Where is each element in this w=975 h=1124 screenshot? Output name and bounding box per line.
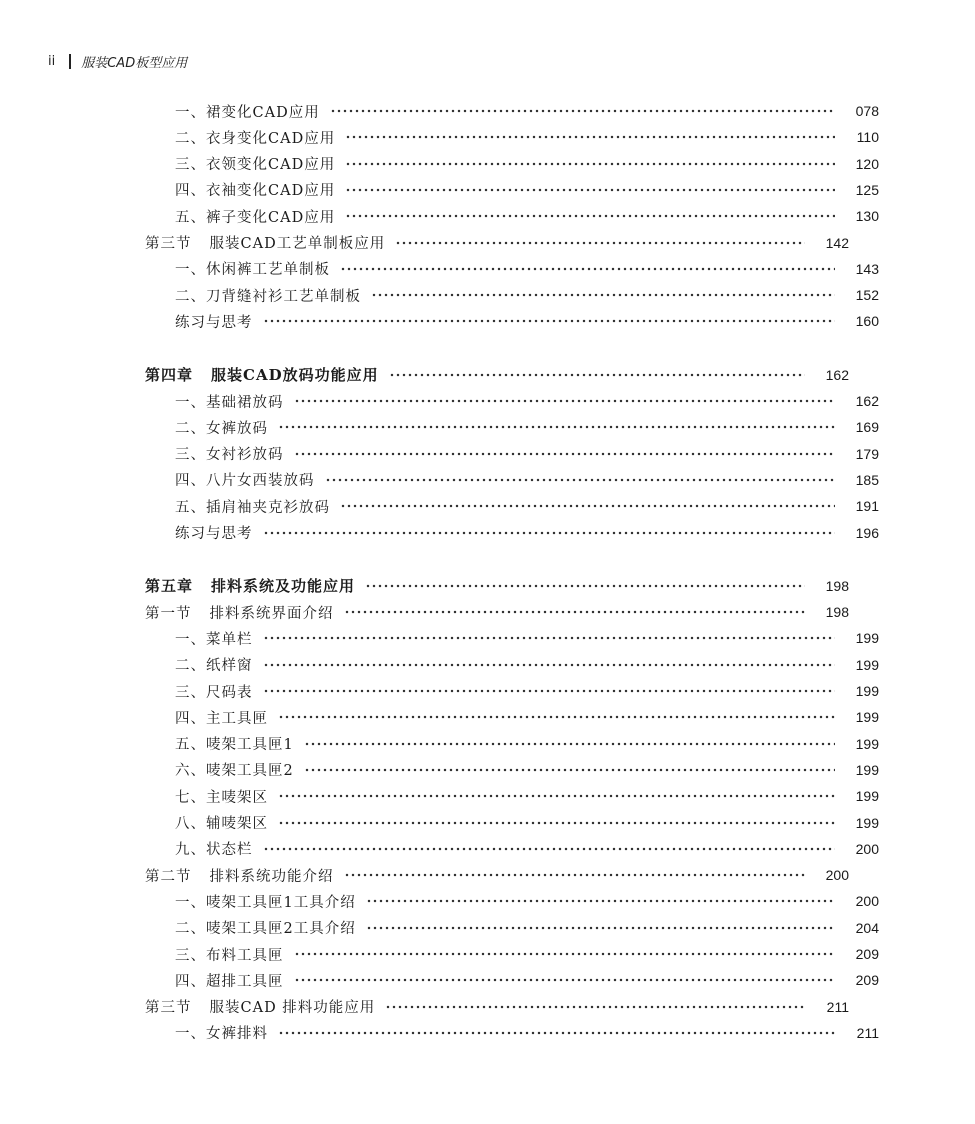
dot-leader [340, 256, 835, 282]
header-divider [69, 54, 71, 69]
toc-entry-label: 一、休闲裤工艺单制板 [175, 262, 330, 279]
toc-page-number: 209 [855, 972, 879, 989]
toc-entry-label: 七、主唛架区 [175, 789, 268, 806]
dot-leader [278, 1020, 835, 1046]
toc-page-number: 200 [855, 893, 879, 910]
toc-entry-prefix: 第三节 [145, 1000, 192, 1017]
toc-entry-title: 服装CAD放码功能应用 [211, 366, 379, 385]
toc-page-number: 200 [855, 840, 879, 857]
toc-entry-label: 一、裙变化CAD应用 [175, 104, 320, 121]
toc-page-number: 179 [855, 445, 879, 462]
toc-item-row[interactable] [0, 388, 975, 414]
toc-entry-label: 二、唛架工具匣2工具介绍 [175, 921, 356, 938]
toc-page-number: 125 [855, 181, 879, 198]
toc-entry-label: 三、布料工具匣 [175, 947, 284, 964]
dot-leader [263, 678, 836, 704]
toc-page-number: 199 [855, 683, 879, 699]
toc-entry-label: 八、辅唛架区 [175, 816, 268, 832]
toc-page-number: 169 [855, 419, 879, 436]
toc-item-row[interactable] [0, 151, 975, 177]
dot-leader [263, 836, 836, 862]
toc-entry-label: 一、菜单栏 [175, 631, 253, 648]
dot-leader [304, 757, 835, 783]
toc-entry-label: 一、基础裙放码 [175, 394, 284, 411]
toc-item-row[interactable] [0, 888, 975, 914]
toc-item-row[interactable] [0, 493, 975, 519]
toc-item-row[interactable] [0, 414, 975, 440]
toc-entry-prefix: 第三节 [145, 236, 192, 252]
toc-page-number: 199 [855, 814, 879, 831]
toc-entry-label: 六、唛架工具匣2 [175, 763, 294, 780]
toc-entry-prefix: 第二节 [145, 868, 192, 885]
toc-chapter-row[interactable] [0, 362, 945, 388]
toc-entry-label: 二、刀背缝衬衫工艺单制板 [175, 288, 361, 305]
toc-item-row[interactable] [0, 625, 975, 651]
toc-page-number: 199 [855, 656, 879, 673]
dot-leader [294, 441, 836, 467]
dot-leader [385, 994, 805, 1020]
toc-page-number: 152 [855, 287, 879, 304]
toc-entry-label: 四、主工具匣 [175, 710, 268, 727]
toc-item-row[interactable] [0, 308, 975, 334]
toc-entry-prefix: 第五章 [145, 577, 194, 596]
toc-page-number: 211 [856, 1024, 879, 1041]
toc-item-row[interactable] [0, 441, 975, 467]
toc-page-number: 160 [855, 313, 879, 330]
toc-item-row[interactable] [0, 467, 975, 493]
toc-page-number: 142 [825, 234, 849, 251]
toc-page-number: 198 [825, 604, 849, 621]
toc-entry-label [145, 364, 389, 385]
running-header [48, 52, 187, 71]
toc-entry-label: 五、插肩袖夹克衫放码 [175, 499, 330, 516]
toc-section-row[interactable] [0, 862, 945, 888]
dot-leader [366, 888, 835, 914]
toc-item-row[interactable] [0, 98, 975, 124]
toc-item-row[interactable] [0, 783, 975, 809]
toc-item-row[interactable] [0, 520, 975, 546]
dot-leader [340, 493, 835, 519]
toc-entry-label: 二、衣身变化CAD应用 [175, 130, 336, 147]
toc-entry-label: 练习与思考 [175, 314, 253, 331]
toc-entry-label: 九、状态栏 [175, 842, 253, 859]
toc-item-row[interactable] [0, 282, 975, 308]
toc-entry-label: 二、女裤放码 [175, 420, 268, 437]
dot-leader [344, 599, 806, 625]
toc-entry-label: 一、唛架工具匣1工具介绍 [175, 894, 356, 911]
dot-leader [263, 520, 836, 546]
dot-leader [278, 414, 835, 440]
toc-item-row[interactable] [0, 652, 975, 678]
toc-entry-label [145, 232, 395, 253]
toc-chapter-row[interactable] [0, 573, 945, 599]
dot-leader [330, 98, 835, 124]
toc-page-number: 209 [855, 946, 879, 962]
toc-page-number: 120 [855, 155, 879, 172]
dot-leader [304, 731, 835, 757]
dot-leader [294, 388, 836, 414]
toc-entry-title: 服装CAD工艺单制板应用 [209, 236, 386, 252]
toc-item-row[interactable] [0, 941, 975, 967]
dot-leader [344, 862, 806, 888]
toc-item-row[interactable] [0, 256, 975, 282]
dot-leader [345, 124, 835, 150]
dot-leader [263, 652, 836, 678]
toc-entry-label [145, 996, 385, 1017]
dot-leader [389, 362, 805, 388]
dot-leader [345, 177, 835, 203]
dot-leader [263, 308, 836, 334]
toc-item-row[interactable] [0, 836, 975, 862]
dot-leader [278, 810, 835, 836]
toc-entry-label: 四、八片女西装放码 [175, 473, 315, 490]
toc-entry-title: 排料系统界面介绍 [209, 605, 334, 622]
toc-page-number: 185 [855, 471, 879, 488]
toc-item-row[interactable] [0, 678, 975, 704]
toc-page-number: 199 [855, 761, 879, 778]
toc-page-number: 110 [856, 129, 879, 146]
dot-leader [345, 203, 835, 229]
toc-page-number: 078 [855, 103, 879, 119]
toc-entry-label: 三、女衬衫放码 [175, 447, 284, 464]
dot-leader [371, 282, 835, 308]
dot-leader [278, 704, 835, 730]
toc-entry-label: 一、女裤排料 [175, 1026, 268, 1043]
toc-item-row[interactable] [0, 967, 975, 993]
dot-leader [294, 941, 836, 967]
toc-page-number: 211 [826, 998, 849, 1015]
toc-entry-label: 五、裤子变化CAD应用 [175, 209, 336, 226]
toc-item-row[interactable] [0, 203, 975, 229]
toc-item-row[interactable] [0, 915, 975, 941]
toc-section-row[interactable] [0, 599, 945, 625]
dot-leader [278, 783, 835, 809]
toc-entry-title: 排料系统及功能应用 [211, 577, 356, 596]
toc-page-number: 199 [855, 735, 879, 752]
toc-entry-label: 三、衣领变化CAD应用 [175, 157, 336, 174]
toc-page-number: 162 [825, 366, 849, 383]
dot-leader [365, 573, 805, 599]
toc-entry-label: 二、纸样窗 [175, 658, 253, 675]
header-book-title: 服装CAD板型应用 [81, 56, 188, 71]
toc-page-number: 143 [855, 260, 879, 277]
toc-item-row[interactable] [0, 1020, 975, 1046]
toc-item-row[interactable] [0, 704, 975, 730]
toc-item-row[interactable] [0, 124, 975, 150]
toc-entry-prefix: 第四章 [145, 366, 194, 385]
toc-page-number: 199 [855, 788, 879, 805]
toc-item-row[interactable] [0, 177, 975, 203]
toc-page-number: 204 [855, 919, 879, 936]
toc-page-number: 196 [855, 524, 879, 541]
toc-entry-label [145, 865, 344, 886]
toc-item-row[interactable] [0, 810, 975, 836]
toc-page-number: 162 [855, 393, 879, 409]
dot-leader [366, 915, 835, 941]
dot-leader [263, 625, 836, 651]
toc-page-number: 191 [855, 498, 879, 515]
toc-entry-prefix: 第一节 [145, 605, 192, 622]
dot-leader [294, 967, 836, 993]
toc-page-number: 200 [825, 867, 849, 884]
toc-page-number: 198 [825, 577, 849, 594]
toc-entry-title: 排料系统功能介绍 [209, 868, 334, 885]
toc-entry-label: 四、超排工具匣 [175, 973, 284, 990]
toc-entry-label: 五、唛架工具匣1 [175, 737, 294, 754]
toc-page-number: 130 [855, 208, 879, 225]
toc-entry-title: 服装CAD 排料功能应用 [209, 1000, 376, 1017]
toc-section-row[interactable] [0, 230, 945, 256]
toc-page-number: 199 [855, 709, 879, 726]
toc-section-row[interactable] [0, 994, 945, 1020]
dot-leader [395, 230, 805, 256]
toc-page-number: 199 [855, 630, 879, 647]
dot-leader [345, 151, 835, 177]
dot-leader [325, 467, 836, 493]
toc-entry-label: 练习与思考 [175, 526, 253, 542]
toc-entry-label: 四、衣袖变化CAD应用 [175, 183, 336, 200]
toc-item-row[interactable] [0, 731, 975, 757]
toc-entry-label: 三、尺码表 [175, 684, 253, 701]
toc-entry-label [145, 575, 365, 596]
toc-item-row[interactable] [0, 757, 975, 783]
header-page-number: ii [48, 54, 56, 69]
toc-entry-label [145, 602, 344, 623]
